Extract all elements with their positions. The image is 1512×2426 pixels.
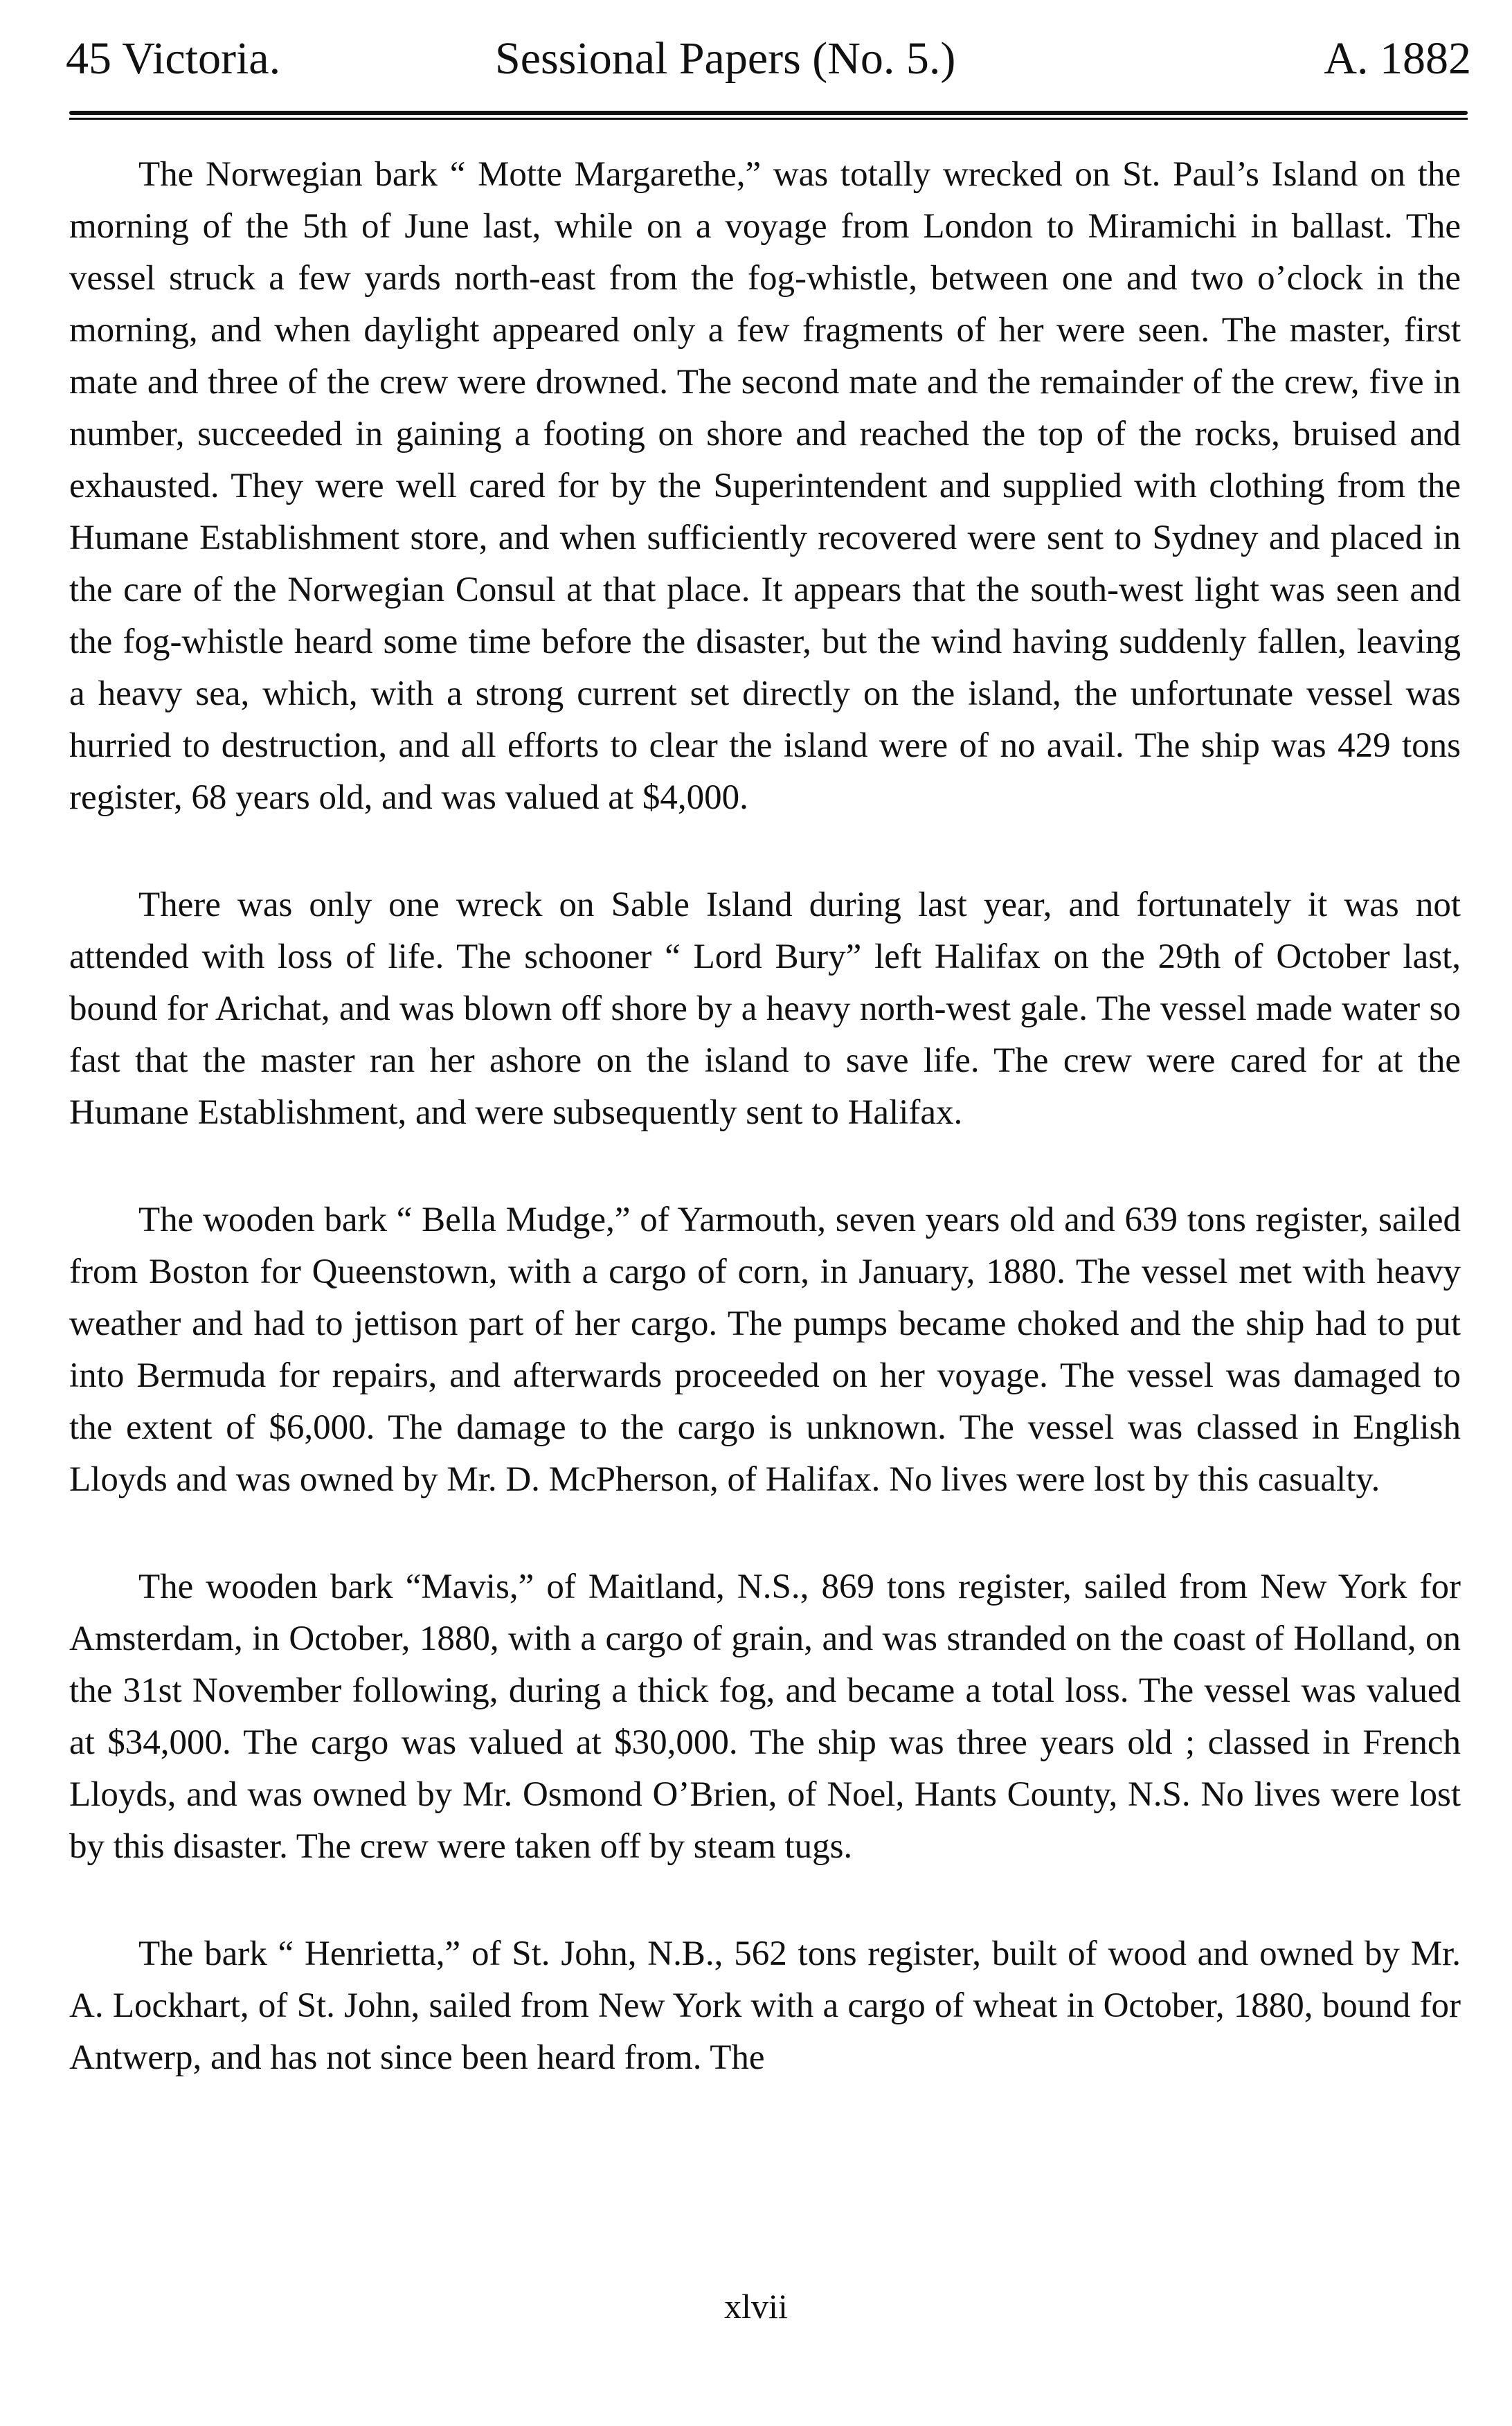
paragraph-henrietta: The bark “ Henrietta,” of St. John, N.B., 562 tons register, built of wood and owned by Mr. A. Lockhart, of St. John, sailed from New York with a cargo of wheat in October, 1880, bound for Antwerp, and has not since been heard from. The bbox=[69, 1934, 1461, 2077]
header-rule-thin bbox=[69, 118, 1468, 120]
header-rule bbox=[69, 111, 1468, 120]
header-year: A. 1882 bbox=[1324, 33, 1471, 84]
body-text bbox=[69, 149, 1461, 2084]
running-header bbox=[66, 21, 1471, 97]
header-volume: 45 Victoria. bbox=[66, 33, 281, 84]
page-number: xlvii bbox=[724, 2287, 788, 2326]
header-rule-thick bbox=[69, 111, 1468, 115]
paragraph-motte-margarethe: The Norwegian bark “ Motte Margarethe,” was totally wrecked on St. Paul’s Island on the morning of the 5th of June last, while on a voyage from London to Miramichi in ballast. The vessel struck a few yards north-east from the fog-whistle, between one and two o’clock in the morning, and when daylight appeared only a few fragments of her were seen. The master, first mate and three of the crew were drowned. The second mate and the remainder of the crew, five in number, succeeded in gaining a footing on shore and reached the top of the rocks, bruised and exhausted. They were well cared for by the Superintendent and supplied with clothing from the Humane Establishment store, and when sufficiently recovered were sent to Sydney and placed in the care of the Norwegian Consul at that place. It appears that the south-west light was seen and the fog-whistle heard some time before the disaster, but the wind having suddenly fallen, leaving a heavy sea, which, with a strong current set directly on the island, the unfortunate vessel was hurried to destruction, and all efforts to clear the island were of no avail. The ship was 429 tons register, 68 years old, and was valued at $4,000. bbox=[69, 155, 1461, 817]
paragraph-mavis: The wooden bark “Mavis,” of Maitland, N.S., 869 tons register, sailed from New York for Amsterdam, in October, 1880, with a cargo of grain, and was stranded on the coast of Holland, on the 31st November following, during a thick fog, and became a total loss. The vessel was valued at $34,000. The cargo was valued at $30,000. The ship was three years old ; classed in French Lloyds, and was owned by Mr. Osmond O’Brien, of Noel, Hants County, N.S. No lives were lost by this disaster. The crew were taken off by steam tugs. bbox=[69, 1567, 1461, 1866]
paragraph-lord-bury: There was only one wreck on Sable Island during last year, and fortunately it was not attended with loss of life. The schooner “ Lord Bury” left Halifax on the 29th of October last, bound for Arichat, and was blown off shore by a heavy north-west gale. The vessel made water so fast that the master ran her ashore on the island to save life. The crew were cared for at the Humane Establishment, and were subsequently sent to Halifax. bbox=[69, 886, 1461, 1132]
paragraph-bella-mudge: The wooden bark “ Bella Mudge,” of Yarmouth, seven years old and 639 tons register, sailed from Boston for Queenstown, with a cargo of corn, in January, 1880. The vessel met with heavy weather and had to jettison part of her cargo. The pumps became choked and the ship had to put into Bermuda for repairs, and afterwards proceeded on her voyage. The vessel was damaged to the extent of $6,000. The damage to the cargo is unknown. The vessel was classed in English Lloyds and was owned by Mr. D. McPherson, of Halifax. No lives were lost by this casualty. bbox=[69, 1201, 1461, 1499]
header-title: Sessional Papers (No. 5.) bbox=[495, 33, 956, 84]
